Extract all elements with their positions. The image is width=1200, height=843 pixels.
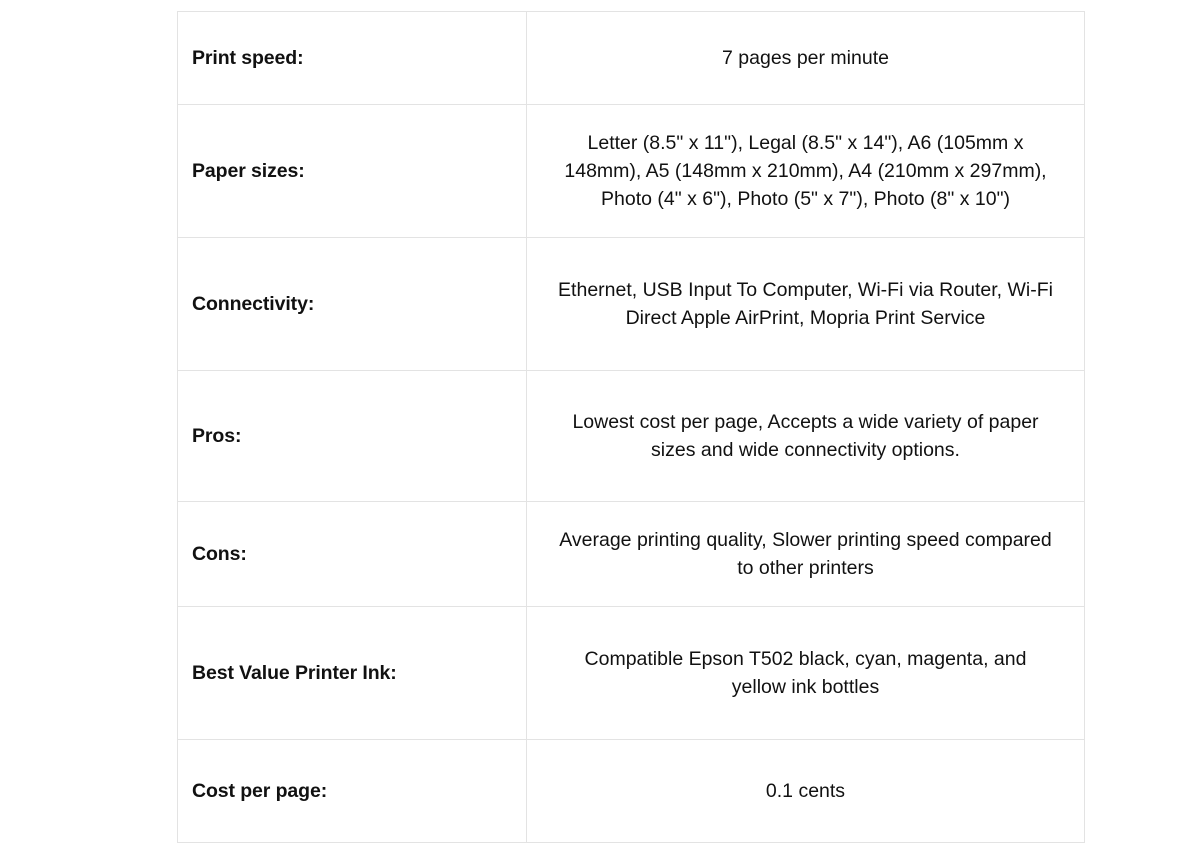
row-value-text: Compatible Epson T502 black, cyan, magenta, and yellow ink bottles	[584, 647, 1027, 698]
printer-spec-table-container	[177, 11, 1053, 843]
row-value-text: Average printing quality, Slower printing speed compared to other printers	[559, 528, 1052, 579]
row-value-text: Lowest cost per page, Accepts a wide variety of paper sizes and wide connectivity options.	[572, 410, 1039, 461]
row-label: Paper sizes:	[178, 105, 527, 238]
row-value	[527, 238, 1085, 371]
row-value	[527, 371, 1085, 502]
row-value	[527, 502, 1085, 607]
row-label: Cost per page:	[178, 740, 527, 843]
row-value	[527, 12, 1085, 105]
table-row	[178, 238, 1085, 371]
table-body	[178, 12, 1085, 843]
row-value	[527, 740, 1085, 843]
table-row	[178, 740, 1085, 843]
row-value-text: 7 pages per minute	[722, 46, 889, 69]
row-value	[527, 105, 1085, 238]
row-label: Pros:	[178, 371, 527, 502]
row-label: Best Value Printer Ink:	[178, 607, 527, 740]
row-value	[527, 607, 1085, 740]
table-row	[178, 502, 1085, 607]
table-row	[178, 12, 1085, 105]
table-row	[178, 105, 1085, 238]
row-label: Connectivity:	[178, 238, 527, 371]
row-label: Cons:	[178, 502, 527, 607]
row-value-text: Ethernet, USB Input To Computer, Wi-Fi via Router, Wi-Fi Direct Apple AirPrint, Mopria Print Service	[558, 278, 1053, 329]
table-row	[178, 607, 1085, 740]
table-row	[178, 371, 1085, 502]
printer-spec-table	[177, 11, 1085, 843]
row-value-text: 0.1 cents	[765, 779, 846, 802]
row-label: Print speed:	[178, 12, 527, 105]
row-value-text: Letter (8.5" x 11"), Legal (8.5" x 14"), A6 (105mm x 148mm), A5 (148mm x 210mm), A4 (210mm x 297mm), Photo (4" x 6"), Photo (5" x 7"), Photo (8" x 10")	[564, 131, 1047, 211]
